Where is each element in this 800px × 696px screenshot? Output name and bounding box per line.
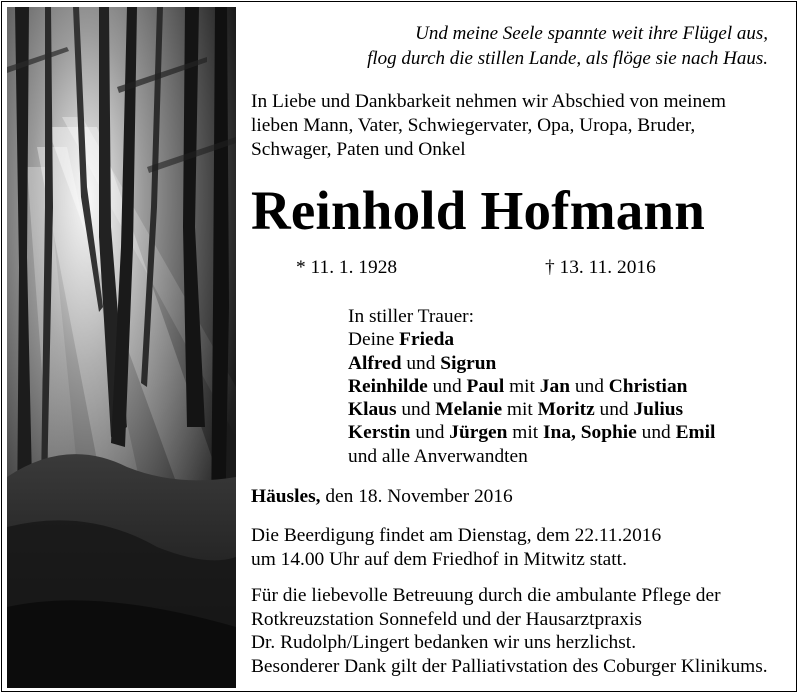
forest-sunrays-image bbox=[7, 7, 236, 688]
mourner-name: Klaus bbox=[348, 399, 397, 421]
mourner-name: Melanie bbox=[435, 399, 503, 421]
mourner-connector: und bbox=[410, 422, 450, 444]
mourner-name: Ina, Sophie bbox=[543, 422, 637, 444]
mourner-name: Julius bbox=[633, 399, 684, 421]
mourner-name: Jürgen bbox=[449, 422, 508, 444]
place-name: Häusles, bbox=[251, 486, 321, 507]
thanks-line: Dr. Rudolph/Lingert bedanken wir uns herzlichst. bbox=[251, 632, 637, 653]
intro-line: Schwager, Paten und Onkel bbox=[251, 139, 466, 160]
verse-line: flog durch die stillen Lande, als flöge sie nach Haus. bbox=[367, 48, 768, 69]
thanks-line: Rotkreuzstation Sonnefeld und der Hausarztpraxis bbox=[251, 608, 642, 630]
mourner-name: Moritz bbox=[537, 399, 595, 421]
mourner-name: Paul bbox=[466, 375, 505, 397]
intro-line: lieben Mann, Vater, Schwiegervater, Opa, Uropa, Bruder, bbox=[251, 115, 696, 136]
mourner-connector: Deine bbox=[348, 329, 400, 351]
mourner-name: Sigrun bbox=[440, 352, 497, 374]
mourner-line bbox=[348, 398, 715, 421]
mourner-connector: und bbox=[569, 375, 609, 397]
funeral-line: um 14.00 Uhr auf dem Friedhof in Mitwitz statt. bbox=[251, 548, 627, 570]
mourner-connector: und alle Anverwandten bbox=[348, 445, 528, 467]
mourner-name: Emil bbox=[675, 422, 716, 444]
mourner-name: Christian bbox=[608, 375, 688, 397]
mourner-name: Reinhilde bbox=[348, 375, 428, 397]
deceased-name: Reinhold Hofmann bbox=[251, 180, 705, 241]
mourner-connector: mit bbox=[502, 399, 538, 421]
mourner-line bbox=[348, 421, 715, 444]
mourner-connector: und bbox=[396, 399, 436, 421]
mourner-name: Jan bbox=[539, 375, 570, 397]
obituary-notice bbox=[1, 1, 797, 692]
thanks-line: Für die liebevolle Betreuung durch die ambulante Pflege der bbox=[251, 585, 721, 606]
notice-date: den 18. November 2016 bbox=[320, 486, 513, 507]
acknowledgement bbox=[251, 584, 768, 678]
mourner-line bbox=[348, 375, 715, 398]
mourner-connector: und bbox=[401, 352, 441, 374]
mourner-connector: mit bbox=[507, 422, 544, 444]
forest-photo bbox=[7, 7, 236, 688]
mourner-name: Kerstin bbox=[348, 422, 411, 444]
mourner-connector: und bbox=[427, 375, 467, 397]
mourner-connector: mit bbox=[504, 375, 540, 397]
mourner-name: Alfred bbox=[348, 352, 402, 374]
mourner-line bbox=[348, 445, 715, 468]
place-date bbox=[251, 485, 513, 509]
mourner-connector: und bbox=[594, 399, 634, 421]
mourner-line bbox=[348, 328, 715, 351]
funeral-info bbox=[251, 524, 661, 571]
farewell-intro bbox=[251, 90, 781, 162]
verse-line: Und meine Seele spannte weit ihre Flügel aus, bbox=[415, 23, 768, 44]
mourner-connector: und bbox=[636, 422, 676, 444]
intro-line: In Liebe und Dankbarkeit nehmen wir Abschied von meinem bbox=[251, 91, 726, 112]
funeral-line: Die Beerdigung findet am Dienstag, dem 22.11.2016 bbox=[251, 525, 662, 546]
mourner-line bbox=[348, 352, 715, 375]
mourners-list bbox=[348, 305, 715, 468]
mourner-name: Frieda bbox=[399, 329, 455, 351]
memorial-verse bbox=[251, 21, 768, 71]
birth-date: * 11. 1. 1928 bbox=[296, 257, 398, 278]
mourning-heading: In stiller Trauer: bbox=[348, 306, 475, 327]
death-date: † 13. 11. 2016 bbox=[545, 257, 656, 278]
thanks-line: Besonderer Dank gilt der Palliativstation des Coburger Klinikums. bbox=[251, 655, 768, 677]
